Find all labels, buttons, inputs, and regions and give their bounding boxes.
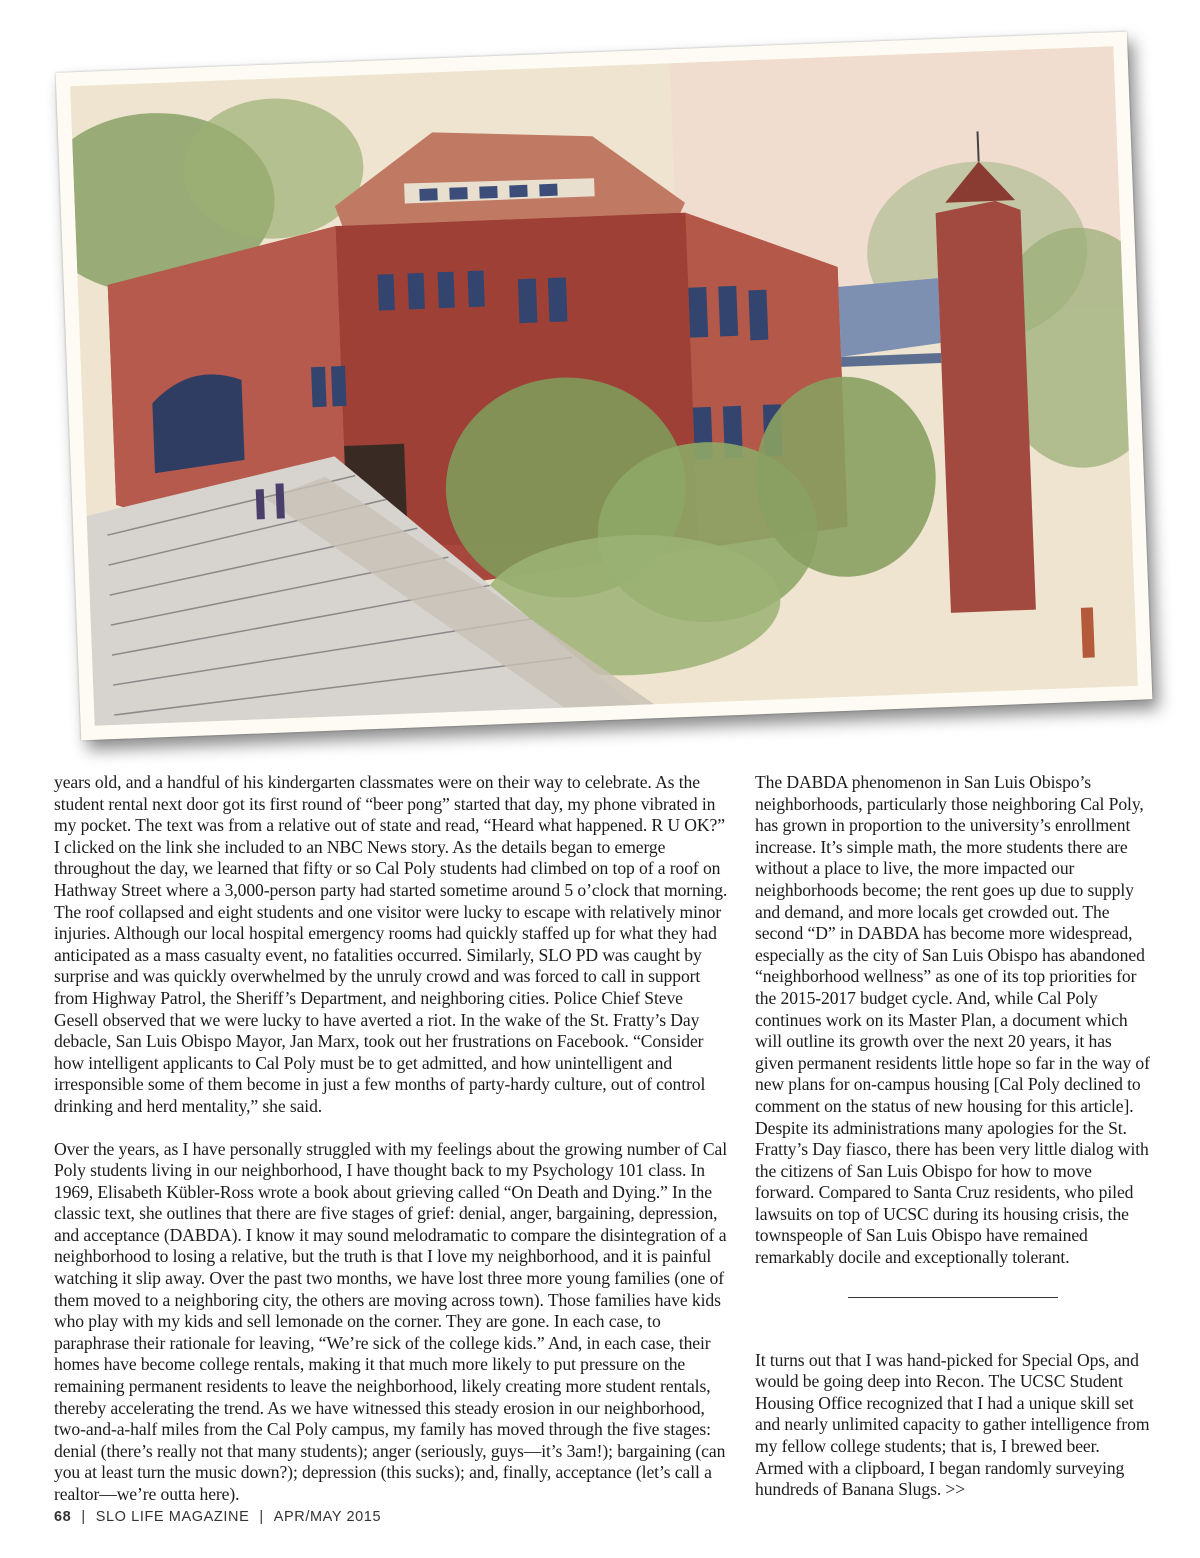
illustration-photo-frame xyxy=(56,32,1153,741)
page-number: 68 xyxy=(54,1509,72,1525)
article-paragraph: Over the years, as I have personally struggled with my feelings about the growing number of Cal Poly students living in our neighborhood, I have thought back to my Psychology 101 class. In 1969, Elisabeth Kübler-Ross wrote a book about grieving called “On Death and Dying.” In the classic text, she outlines that there are five stages of grief: denial, anger, bargaining, depression, and acceptance (DABDA). I know it may sound melodramatic to compare the disintegration of a neighborhood to losing a relative, but the truth is that I love my neighborhood, and it is painful watching it slip away. Over the past two months, we have lost three more young families (one of them moved to a neighboring city, the others are moving across town). Those families have kids who play with my kids and sell lemonade on the corner. They are gone. In each case, to paraphrase their rationale for leaving, “We’re sick of the college kids.” And, in each case, their homes have become college rentals, making it that much more likely to put pressure on the remaining permanent residents to leave the neighborhood, likely creating more student rentals, thereby accelerating the trend. As we have witnessed this steady erosion in our neighborhood, two-and-a-half miles from the Cal Poly campus, my family has moved through the five stages: denial (there’s really not that many students); anger (seriously, guys—it’s 3am!); bargaining (can you at least turn the music down?); depression (this sucks); and, finally, acceptance (let’s call a realtor—we’re outta here). xyxy=(54,1138,728,1504)
section-divider xyxy=(848,1297,1058,1298)
page-footer xyxy=(54,1509,381,1525)
footer-separator: | xyxy=(259,1509,264,1525)
issue-date: APR/MAY 2015 xyxy=(273,1509,382,1525)
magazine-name: SLO LIFE MAGAZINE xyxy=(95,1509,250,1525)
building-sketch-svg xyxy=(70,46,1138,726)
footer-separator: | xyxy=(81,1509,86,1525)
article-column-left xyxy=(54,772,730,1527)
article-paragraph: The DABDA phenomenon in San Luis Obispo’s neighborhoods, particularly those neighboring Cal Poly, has grown in proportion to the university’s enrollment increase. It’s simple math, the more students there are without a place to live, the more impacted our neighborhoods become; the rent goes up due to supply and demand, and more locals get crowded out. The second “D” in DABDA has become more widespread, especially as the city of San Luis Obispo has abandoned “neighborhood wellness” as one of its top priorities for the 2015-2017 budget cycle. And, while Cal Poly continues work on its Master Plan, a document which will outline its growth over the next 20 years, it has given permanent residents little hope so far in the way of new plans for on-campus housing [Cal Poly declined to comment on the status of new housing for this article]. Despite its administrations many apologies for the St. Fratty’s Day fiasco, there has been very little dialog with the citizens of San Luis Obispo for how to move forward. Compared to Santa Cruz residents, who piled lawsuits on top of UCSC during its housing crisis, the townspeople of San Luis Obispo have remained remarkably docile and exceptionally tolerant. xyxy=(755,772,1150,1268)
watercolor-building-illustration xyxy=(70,46,1138,726)
article-paragraph: years old, and a handful of his kindergarten classmates were on their way to celebrate. As the student rental next door got its first round of “beer pong” started that day, my phone vibrated in my pocket. The text was from a relative out of state and read, “Heard what happened. R U OK?” I clicked on the link she included to an NBC News story. As the details began to emerge throughout the day, we learned that fifty or so Cal Poly students had climbed on top of a roof on Hathway Street where a 3,000-person party had started sometime around 5 o’clock that morning. The roof collapsed and eight students and one visitor were lucky to escape with relatively minor injuries. Although our local hospital emergency rooms had quickly staffed up for what they had anticipated as a mass casualty event, no fatalities occurred. Similarly, SLO PD was caught by surprise and was quickly overwhelmed by the unruly crowd and was forced to call in support from Highway Patrol, the Sheriff’s Department, and neighboring cities. Police Chief Steve Gesell observed that we were lucky to have averted a riot. In the wake of the St. Fratty’s Day debacle, San Luis Obispo Mayor, Jan Marx, took out her frustrations on Facebook. “Consider how intelligent applicants to Cal Poly must be to get admitted, and how unintelligent and irresponsible some of them become in just a few months of party-hardy culture, out of control drinking and herd mentality,” she said. xyxy=(54,772,728,1116)
article-paragraph: It turns out that I was hand-picked for Special Ops, and would be going deep into Recon. The UCSC Student Housing Office recognized that I had a unique skill set and nearly unlimited capacity to gather intelligence from my fellow college students; that is, I brewed beer. Armed with a clipboard, I began randomly surveying hundreds of Banana Slugs. >> xyxy=(755,1349,1150,1500)
article-column-right xyxy=(755,772,1150,1522)
